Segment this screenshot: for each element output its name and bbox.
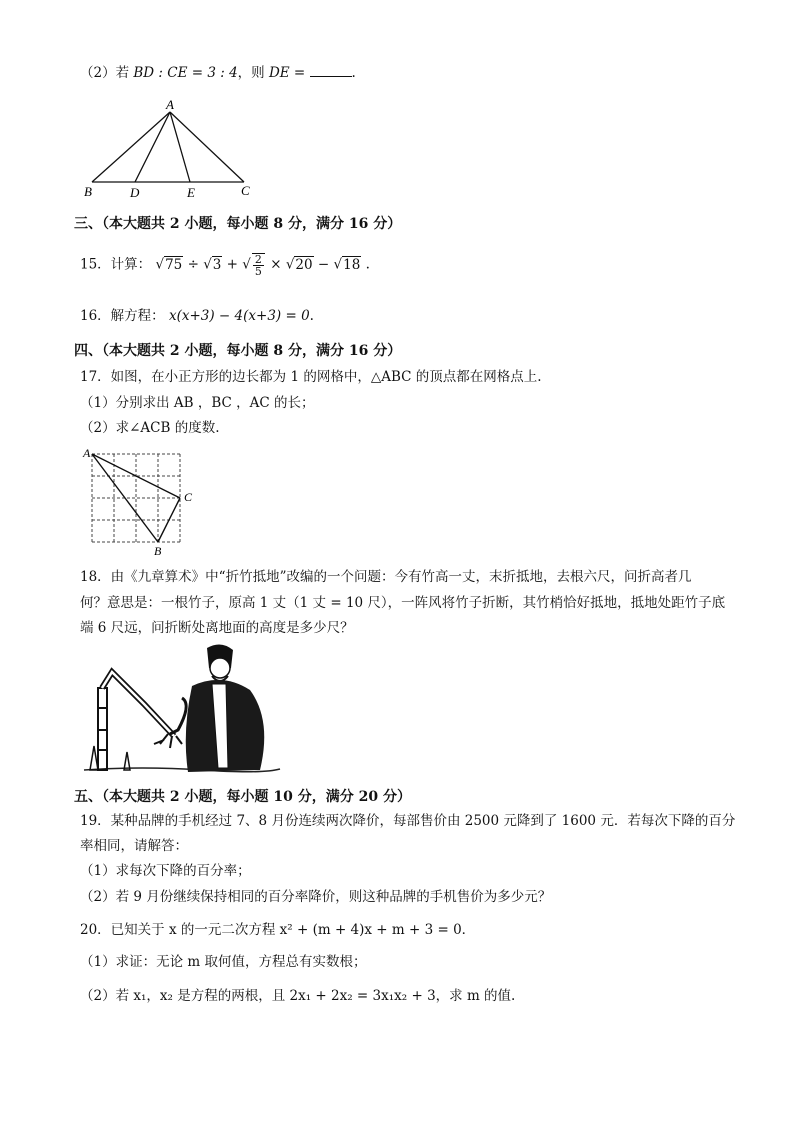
q18-line1: 18．由《九章算术》中“折竹抵地”改编的一个问题：今有竹高一丈，末折抵地，去根六尺，问折高者几 (80, 569, 692, 585)
q18-line2: 何？意思是：一根竹子，原高 1 丈（1 丈 = 10 尺），一阵风将竹子折断，其竹梢恰好抵地，抵地处距竹子底 (80, 595, 726, 611)
section-3-heading: 三、（本大题共 2 小题，每小题 8 分，满分 16 分） (74, 216, 402, 232)
grid-label-A: A (83, 446, 91, 460)
q15-minus: − (313, 256, 334, 273)
q19-line1: 19．某种品牌的手机经过 7、8 月份连续两次降价，每部售价由 2500 元降到了 1600 元．若每次下降的百分 (80, 813, 736, 829)
q15-fraction-num: 2 (254, 253, 262, 266)
section-4-heading: 四、（本大题共 2 小题，每小题 8 分，满分 16 分） (74, 343, 402, 359)
label-B: B (84, 184, 92, 199)
q17-part1: （1）分别求出 AB ，BC ，AC 的长； (80, 395, 315, 411)
q14-prefix: （2）若 (80, 65, 130, 81)
q17-part2: （2）求∠ACB 的度数. (80, 420, 220, 436)
triangle-figure (80, 98, 260, 202)
q19-line2: 率相同，请解答： (80, 838, 188, 854)
label-E: E (187, 185, 195, 200)
q15-term4: 18 (343, 256, 361, 273)
q16-end: . (309, 308, 314, 324)
label-D: D (130, 185, 140, 200)
grid-label-C: C (184, 490, 193, 504)
q14-part2 (80, 63, 356, 83)
q15-term2: 3 (212, 256, 222, 273)
q14-end: . (351, 65, 356, 81)
q20-part1: （1）求证：无论 m 取何值，方程总有实数根； (80, 954, 367, 970)
q16 (80, 306, 314, 326)
q15-times: × (265, 256, 286, 273)
section-5-heading: 五、（本大题共 2 小题，每小题 10 分，满分 20 分） (74, 789, 411, 805)
q15-term1: 75 (165, 256, 183, 273)
q15-term3: 20 (295, 256, 313, 273)
q15-fraction (252, 253, 265, 277)
q15-end: . (365, 256, 370, 273)
grid-figure (80, 446, 210, 558)
label-C: C (241, 183, 250, 198)
q15-label: 15．计算： (80, 256, 152, 273)
label-A: A (166, 98, 174, 112)
q19-part2: （2）若 9 月份继续保持相同的百分率降价，则这种品牌的手机售价为多少元？ (80, 889, 552, 905)
q16-equation: x(x+3) − 4(x+3) = 0 (168, 308, 310, 324)
grid-label-B: B (154, 544, 162, 558)
q14-ratio: BD : CE = 3 : 4 (133, 65, 238, 81)
q17-stem: 17．如图，在小正方形的边长都为 1 的网格中，△ABC 的顶点都在网格点上. (80, 369, 542, 385)
q19-part1: （1）求每次下降的百分率； (80, 863, 251, 879)
bamboo-scholar-illustration (82, 638, 282, 778)
answer-blank (310, 63, 352, 77)
q15-fraction-den: 5 (254, 265, 262, 278)
q15-plus: + (222, 256, 243, 273)
q15: 15．计算： √75 ÷ √3 + √ $\frac{2}{5}$ × √20 − √18 . (80, 253, 370, 278)
q20-stem: 20．已知关于 x 的一元二次方程 x² + (m + 4)x + m + 3 = 0． (80, 922, 476, 938)
q16-label: 16．解方程： (80, 308, 165, 324)
q14-mid: ，则 (237, 65, 265, 81)
q14-de: DE = (268, 65, 306, 81)
q15-div: ÷ (183, 256, 204, 273)
q18-line3: 端 6 尺远，问折断处离地面的高度是多少尺？ (80, 620, 354, 636)
q20-part2: （2）若 x₁，x₂ 是方程的两根，且 2x₁ + 2x₂ = 3x₁x₂ + 3，求 m 的值. (80, 988, 516, 1004)
